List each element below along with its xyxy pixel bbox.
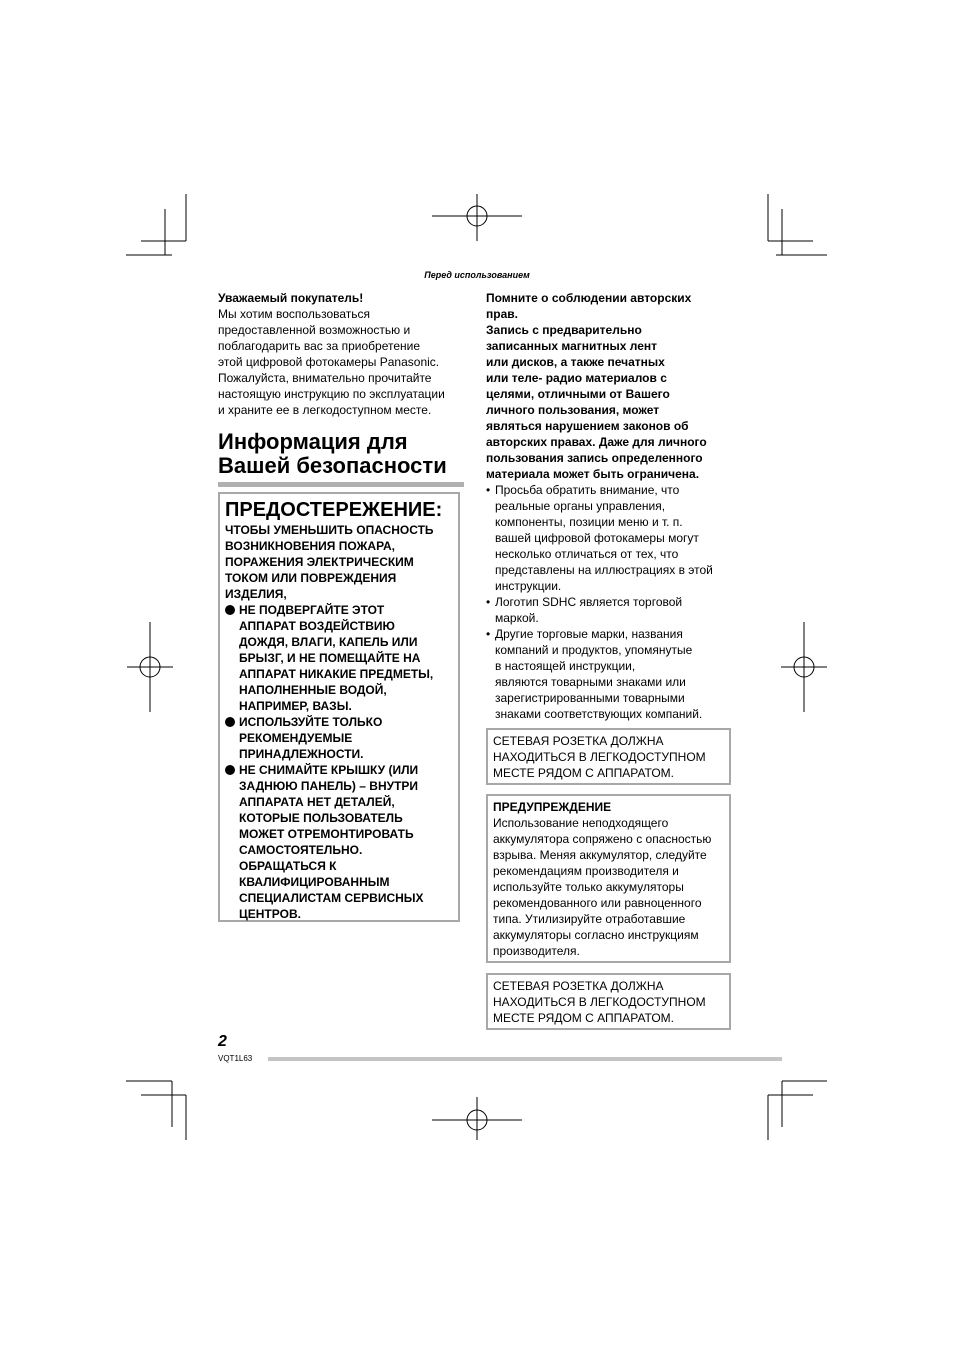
caution-bullet-line: КВАЛИФИЦИРОВАННЫМ	[239, 875, 390, 889]
caution-bullet-line: ОБРАЩАТЬСЯ К	[239, 859, 337, 873]
bullet-dot-icon	[225, 605, 235, 615]
notes-list	[486, 482, 732, 722]
socket-notice-line: НАХОДИТЬСЯ В ЛЕГКОДОСТУПНОМ	[493, 750, 706, 764]
warning-line: используйте только аккумуляторы	[493, 880, 684, 894]
copyright-line: прав.	[486, 307, 518, 321]
note-line: несколько отличаться от тех, что	[495, 547, 679, 561]
note-line: в настоящей инструкции,	[495, 659, 636, 673]
caution-intro-line: ЧТОБЫ УМЕНЬШИТЬ ОПАСНОСТЬ	[225, 523, 434, 537]
caution-intro-line: ТОКОМ ИЛИ ПОВРЕЖДЕНИЯ	[225, 571, 397, 585]
greeting-line: и храните ее в легкодоступном месте.	[218, 403, 432, 417]
copyright-line: авторских правах. Даже для личного	[486, 435, 707, 449]
caution-bullet	[225, 714, 454, 762]
note-line: • Логотип SDHC является торговой	[495, 595, 683, 609]
caution-bullet-line: ЦЕНТРОВ.	[239, 907, 301, 921]
copyright-line: пользования запись определенного	[486, 451, 703, 465]
warning-line: производителя.	[493, 944, 580, 958]
caution-bullet-line: НЕ ПОДВЕРГАЙТЕ ЭТОТ	[239, 603, 385, 617]
warning-line: типа. Утилизируйте отработавшие	[493, 912, 686, 926]
greeting-line: поблагодарить вас за приобретение	[218, 339, 421, 353]
copyright-line: являться нарушением законов об	[486, 419, 689, 433]
caution-bullet-line: ИСПОЛЬЗУЙТЕ ТОЛЬКО	[239, 715, 383, 729]
section-title-line: Информация для	[218, 429, 408, 454]
caution-bullet-line: БРЫЗГ, И НЕ ПОМЕЩАЙТЕ НА	[239, 651, 421, 665]
caution-bullet-line: ЗАДНЮЮ ПАНЕЛЬ) – ВНУТРИ	[239, 779, 419, 793]
section-title	[218, 430, 464, 478]
copyright-line: или теле- радио материалов с	[486, 371, 667, 385]
caution-bullet	[225, 602, 454, 714]
caution-bullet-line: АППАРАТ ВОЗДЕЙСТВИЮ	[239, 619, 395, 633]
caution-bullet-line: АППАРАТА НЕТ ДЕТАЛЕЙ,	[239, 795, 395, 809]
battery-warning-box	[486, 794, 731, 963]
list-item	[486, 626, 732, 722]
caution-bullet-line: НЕ СНИМАЙТЕ КРЫШКУ (ИЛИ	[239, 763, 419, 777]
greeting-text	[218, 306, 464, 418]
note-line: вашей цифровой фотокамеры могут	[495, 531, 699, 545]
warning-line: аккумулятора сопряжено с опасностью	[493, 832, 712, 846]
socket-notice-line: МЕСТЕ РЯДОМ С АППАРАТОМ.	[493, 1011, 674, 1025]
caution-bullet-line: ДОЖДЯ, ВЛАГИ, КАПЕЛЬ ИЛИ	[239, 635, 418, 649]
caution-heading: ПРЕДОСТЕРЕЖЕНИЕ:	[225, 499, 443, 521]
socket-notice-box	[486, 728, 731, 785]
warning-line: Использование неподходящего	[493, 816, 669, 830]
socket-notice-line: СЕТЕВАЯ РОЗЕТКА ДОЛЖНА	[493, 979, 664, 993]
copyright-line: или дисков, а также печатных	[486, 355, 665, 369]
note-line: инструкции.	[495, 579, 562, 593]
note-line: компаний и продуктов, упомянутые	[495, 643, 693, 657]
section-title-line: Вашей безопасности	[218, 453, 447, 478]
footer-rule	[268, 1057, 782, 1061]
list-item	[486, 594, 732, 626]
section-title-rule	[218, 482, 464, 487]
copyright-notice	[486, 290, 732, 482]
note-line: маркой.	[495, 611, 539, 625]
note-line: представлены на иллюстрациях в этой	[495, 563, 713, 577]
note-line: • Другие торговые марки, названия	[495, 627, 683, 641]
list-item	[486, 482, 732, 594]
note-line: компоненты, позиции меню и т. п.	[495, 515, 683, 529]
warning-title: ПРЕДУПРЕЖДЕНИЕ	[493, 800, 612, 814]
caution-bullet-line: СПЕЦИАЛИСТАМ СЕРВИСНЫХ	[239, 891, 424, 905]
caution-bullet-line: МОЖЕТ ОТРЕМОНТИРОВАТЬ	[239, 827, 414, 841]
caution-bullet-line: ПРИНАДЛЕЖНОСТИ.	[239, 747, 364, 761]
caution-intro-line: ИЗДЕЛИЯ,	[225, 587, 287, 601]
socket-notice-line: НАХОДИТЬСЯ В ЛЕГКОДОСТУПНОМ	[493, 995, 706, 1009]
page-number: 2	[218, 1033, 227, 1050]
note-line: являются товарными знаками или	[495, 675, 686, 689]
copyright-line: личного пользования, может	[486, 403, 660, 417]
socket-notice-line: МЕСТЕ РЯДОМ С АППАРАТОМ.	[493, 766, 674, 780]
note-line: реальные органы управления,	[495, 499, 666, 513]
copyright-line: записанных магнитных лент	[486, 339, 658, 353]
bullet-dot-icon	[225, 765, 235, 775]
greeting-title: Уважаемый покупатель!	[218, 291, 364, 305]
copyright-line: Запись с предварительно	[486, 323, 642, 337]
caution-intro-line: ПОРАЖЕНИЯ ЭЛЕКТРИЧЕСКИМ	[225, 555, 414, 569]
note-line: знаками соответствующих компаний.	[495, 707, 703, 721]
caution-bullet-line: САМОСТОЯТЕЛЬНО.	[239, 843, 363, 857]
copyright-line: материала может быть ограничена.	[486, 467, 700, 481]
note-line: зарегистрированными товарными	[495, 691, 685, 705]
greeting-line: предоставленной возможностью и	[218, 323, 411, 337]
bullet-dot-icon	[225, 717, 235, 727]
caution-bullet-line: КОТОРЫЕ ПОЛЬЗОВАТЕЛЬ	[239, 811, 403, 825]
greeting-line: этой цифровой фотокамеры Panasonic.	[218, 355, 440, 369]
caution-bullet	[225, 762, 454, 922]
greeting-line: Пожалуйста, внимательно прочитайте	[218, 371, 432, 385]
socket-notice-box	[486, 973, 731, 1030]
copyright-line: Помните о соблюдении авторских	[486, 291, 692, 305]
warning-line: аккумуляторы согласно инструкциям	[493, 928, 699, 942]
caution-bullet-line: НАПРИМЕР, ВАЗЫ.	[239, 699, 352, 713]
caution-bullet-line: РЕКОМЕНДУЕМЫЕ	[239, 731, 353, 745]
socket-notice-line: СЕТЕВАЯ РОЗЕТКА ДОЛЖНА	[493, 734, 664, 748]
caution-box	[218, 492, 460, 922]
copyright-line: целями, отличными от Вашего	[486, 387, 670, 401]
note-line: • Просьба обратить внимание, что	[495, 483, 680, 497]
right-column	[486, 290, 732, 722]
warning-line: взрыва. Меняя аккумулятор, следуйте	[493, 848, 707, 862]
model-code: VQT1L63	[218, 1054, 253, 1063]
left-column	[218, 290, 464, 487]
caution-bullet-line: АППАРАТ НИКАКИЕ ПРЕДМЕТЫ,	[239, 667, 434, 681]
greeting-line: настоящую инструкцию по эксплуатации	[218, 387, 445, 401]
caution-intro-line: ВОЗНИКНОВЕНИЯ ПОЖАРА,	[225, 539, 396, 553]
greeting-line: Мы хотим воспользоваться	[218, 307, 371, 321]
running-header: Перед использованием	[424, 270, 530, 280]
caution-bullet-line: НАПОЛНЕННЫЕ ВОДОЙ,	[239, 683, 387, 697]
warning-line: рекомендованного или равноценного	[493, 896, 702, 910]
warning-line: рекомендациям производителя и	[493, 864, 679, 878]
